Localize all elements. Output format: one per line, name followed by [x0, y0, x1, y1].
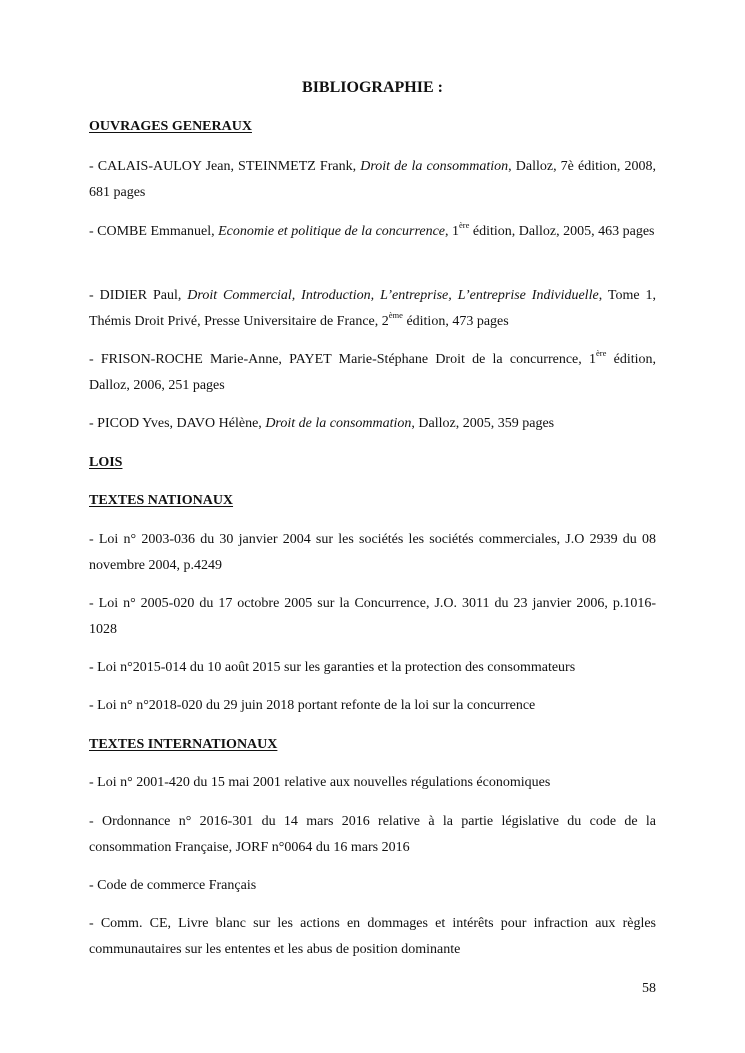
- bibliography-entry: - Loi n°2015-014 du 10 août 2015 sur les garanties et la protection des consommateurs: [89, 660, 576, 675]
- bibliography-entry: - DIDIER Paul, Droit Commercial, Introduction, L’entreprise, L’entreprise Individuelle, Tome 1, Thémis Droit Privé, Presse Universitaire de France, 2ème édition, 473 pages: [89, 288, 656, 329]
- section-heading-textes-nationaux: TEXTES NATIONAUX: [89, 493, 234, 508]
- page-title: BIBLIOGRAPHIE :: [302, 79, 443, 96]
- bibliography-entry: - Loi n° 2001-420 du 15 mai 2001 relative aux nouvelles régulations économiques: [89, 775, 551, 790]
- section-heading-ouvrages: OUVRAGES GENERAUX: [89, 119, 252, 134]
- section-heading-lois: LOIS: [89, 455, 123, 470]
- bibliography-entry: - CALAIS-AULOY Jean, STEINMETZ Frank, Droit de la consommation, Dalloz, 7è édition, 2008, 681 pages: [89, 159, 656, 200]
- bibliography-entry: - Code de commerce Français: [89, 878, 257, 893]
- bibliography-entry: - Comm. CE, Livre blanc sur les actions en dommages et intérêts pour infraction aux règles communautaires sur les ententes et les abus de position dominante: [89, 916, 656, 957]
- bibliography-entry: - PICOD Yves, DAVO Hélène, Droit de la consommation, Dalloz, 2005, 359 pages: [89, 416, 555, 431]
- section-heading-textes-internationaux: TEXTES INTERNATIONAUX: [89, 737, 278, 752]
- bibliography-entry: - Loi n° 2005-020 du 17 octobre 2005 sur la Concurrence, J.O. 3011 du 23 janvier 2006, p.1016-1028: [89, 596, 656, 637]
- page-number: 58: [642, 981, 656, 996]
- bibliography-entry: - Loi n° n°2018-020 du 29 juin 2018 portant refonte de la loi sur la concurrence: [89, 698, 536, 713]
- bibliography-entry: - Loi n° 2003-036 du 30 janvier 2004 sur les sociétés les sociétés commerciales, J.O 2939 du 08 novembre 2004, p.4249: [89, 532, 656, 573]
- bibliography-entry: - Ordonnance n° 2016-301 du 14 mars 2016 relative à la partie législative du code de la consommation Française, JORF n°0064 du 16 mars 2016: [89, 814, 656, 855]
- bibliography-entry: - COMBE Emmanuel, Economie et politique de la concurrence, 1ère édition, Dalloz, 2005, 463 pages: [89, 220, 655, 239]
- bibliography-entry: - FRISON-ROCHE Marie-Anne, PAYET Marie-Stéphane Droit de la concurrence, 1ère édition, Dalloz, 2006, 251 pages: [89, 348, 657, 393]
